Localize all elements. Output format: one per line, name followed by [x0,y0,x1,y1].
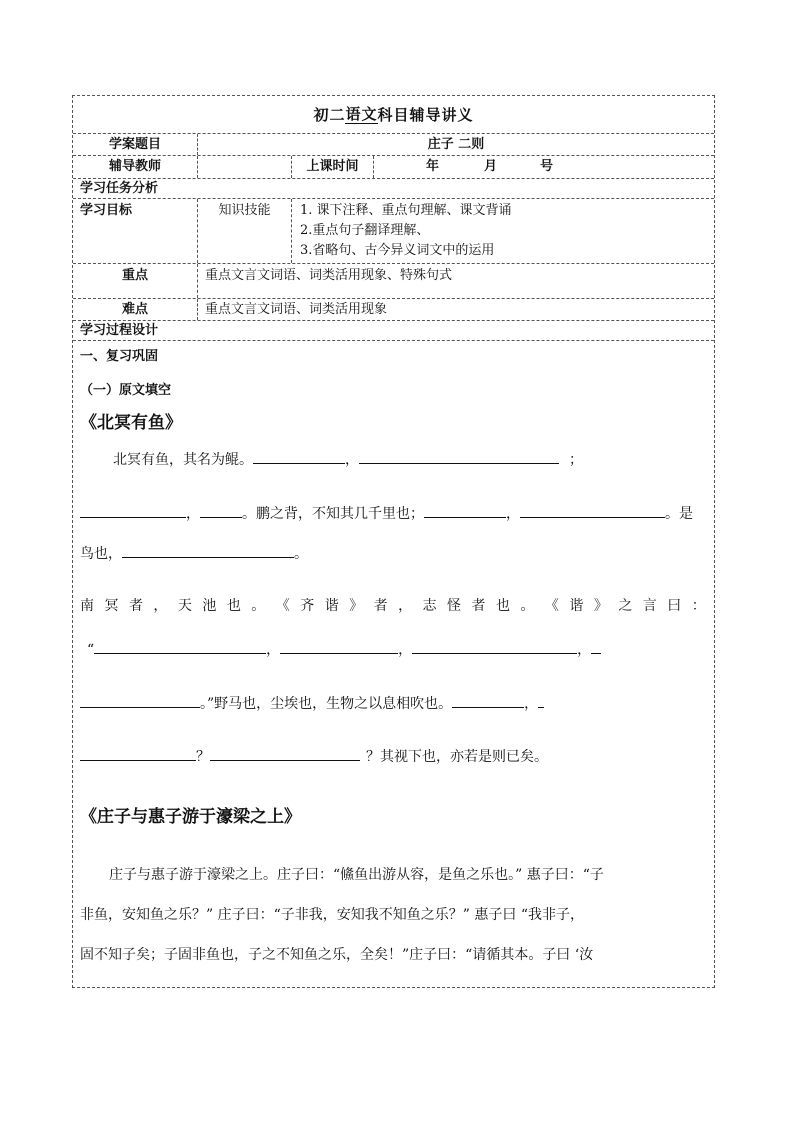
p1-line3-end: 。 [294,546,308,562]
fill-blank[interactable] [200,503,242,518]
p1-line4-char: 》 [593,598,608,614]
difficult-value: 重点文言文词语、词类活用现象 [197,299,714,320]
title-subject: 语文 [345,105,378,123]
difficult-row [73,299,714,321]
p1-line4-char: 者 [471,598,486,614]
fill-blank[interactable] [80,503,186,518]
fill-blank[interactable] [452,693,524,708]
goal-category: 知识技能 [197,199,291,263]
topic-value: 庄子 二则 [197,134,714,155]
p1-line1-comma: ， [345,452,359,468]
passage2-title: 《庄子与惠子游于濠梁之上》 [80,807,301,827]
p1-line2 [80,503,693,523]
p1-line2-comma2: ， [506,506,520,522]
goals-row [73,199,714,264]
p1-line7-end: ？其视下也，亦若是则已矣。 [366,749,548,765]
handout-sheet [72,95,715,988]
p1-line4-char: ： [691,598,706,614]
p1-line6 [80,693,544,713]
p1-line4-char: ， [153,598,168,614]
fill-blank[interactable] [253,449,345,464]
process-label: 学习过程设计 [80,322,159,338]
p1-line4-char: 也 [495,598,510,614]
goal-item-2: 2.重点句子翻译理解、 [300,223,430,238]
p1-line2-end: 。是 [665,506,693,522]
time-value [373,156,714,178]
p1-line4-char: 《 [544,598,559,614]
goal-label: 学习目标 [80,203,133,218]
topic-label: 学案题目 [108,136,161,152]
fill-blank[interactable] [122,543,294,558]
p1-line4-char: 冥 [104,598,119,614]
time-label: 上课时间 [291,156,373,178]
time-year: 年 [426,159,440,174]
p1-line1-semicolon: ； [569,452,583,468]
time-day: 号 [540,159,554,174]
p1-line5-comma1: ， [266,642,281,658]
goal-list [291,199,714,263]
process-body [73,341,714,987]
fill-blank[interactable] [424,503,506,518]
p1-line4 [80,595,706,615]
teacher-label: 辅导教师 [108,159,161,174]
p1-line2-text: 。鹏之背，不知其几千里也； [242,506,424,522]
p1-line4-char: 也 [226,598,241,614]
part1-heading: 一、复习巩固 [80,349,159,364]
p1-line1-text: 北冥有鱼，其名为鲲。 [113,452,253,468]
time-month: 月 [484,159,498,174]
p2-line1: 庄子与惠子游于濠梁之上。庄子曰：“鯈鱼出游从容，是鱼之乐也。” 惠子曰：“子 [109,867,604,883]
p1-line4-char: 齐 [300,598,315,614]
p1-line6-text: 。”野马也，尘埃也，生物之以息相吹也。 [200,696,453,712]
title-grade: 初二 [313,105,346,124]
fill-blank[interactable] [280,639,398,654]
p1-line4-char: 言 [642,598,657,614]
page-title [73,96,714,133]
fill-blank[interactable] [80,746,196,761]
p1-line4-char: 志 [422,598,437,614]
p1-line3-text: 鸟也， [80,546,122,562]
p1-line4-char: 。 [251,598,266,614]
key-row [73,264,714,299]
p1-line4-char: 曰 [667,598,682,614]
p1-line4-char: 南 [80,598,94,614]
p1-line5 [87,639,601,659]
p1-line4-char: 者 [128,598,143,614]
sub1-heading: （一）原文填空 [80,383,172,398]
p1-line4-char: 《 [275,598,290,614]
fill-blank[interactable] [210,746,360,761]
title-rest: 科目辅导讲义 [377,105,474,124]
p1-line3 [80,543,308,563]
fill-blank[interactable] [538,693,544,708]
p1-line4-char: 之 [618,598,633,614]
goal-item-3: 3.省略句、古今异义词文中的运用 [300,243,495,258]
analysis-label: 学习任务分析 [80,180,159,196]
goal-item-1: 1. 课下注释、重点句理解、课文背诵 [300,203,512,218]
p1-line4-char: 者 [373,598,388,614]
key-value: 重点文言文词语、词类活用现象、特殊句式 [197,264,714,298]
p1-line4-char: 谐 [324,598,339,614]
teacher-row [73,156,714,179]
title-row [73,96,714,134]
p1-line4-char: 天 [177,598,192,614]
key-label: 重点 [121,268,148,283]
difficult-label: 难点 [121,301,148,317]
teacher-value [197,156,291,178]
p1-line7 [80,746,548,766]
fill-blank[interactable] [359,449,559,464]
p2-line2: 非鱼，安知鱼之乐？” 庄子曰：“子非我，安知我不知鱼之乐？” 惠子曰 “我非子， [80,907,584,923]
analysis-row [73,179,714,199]
fill-blank[interactable] [591,639,601,654]
p1-line1 [113,449,583,469]
topic-row [73,134,714,156]
fill-blank[interactable] [80,693,200,708]
p1-line4-char: ， [398,598,413,614]
p1-line4-char: 》 [349,598,364,614]
p1-line5-comma2: ， [398,642,413,658]
p1-line4-char: 池 [202,598,217,614]
p1-line4-char: 。 [520,598,535,614]
process-row [73,321,714,341]
fill-blank[interactable] [520,503,665,518]
p1-line2-comma: ， [186,506,200,522]
passage1-title: 《北冥有鱼》 [80,413,182,433]
p1-line4-char: 怪 [447,598,462,614]
p1-line6-comma: ， [524,696,539,712]
fill-blank[interactable] [94,639,266,654]
p2-line3: 固不知子矣；子固非鱼也，子之不知鱼之乐，全矣！”庄子曰：“请循其本。子曰 ‘汝 [80,947,594,963]
p1-line4-char: 谐 [569,598,584,614]
p1-line5-comma3: ， [577,642,592,658]
p1-line5-quote: “ [87,642,95,658]
p1-line7-q: ？ [196,749,210,765]
fill-blank[interactable] [412,639,577,654]
